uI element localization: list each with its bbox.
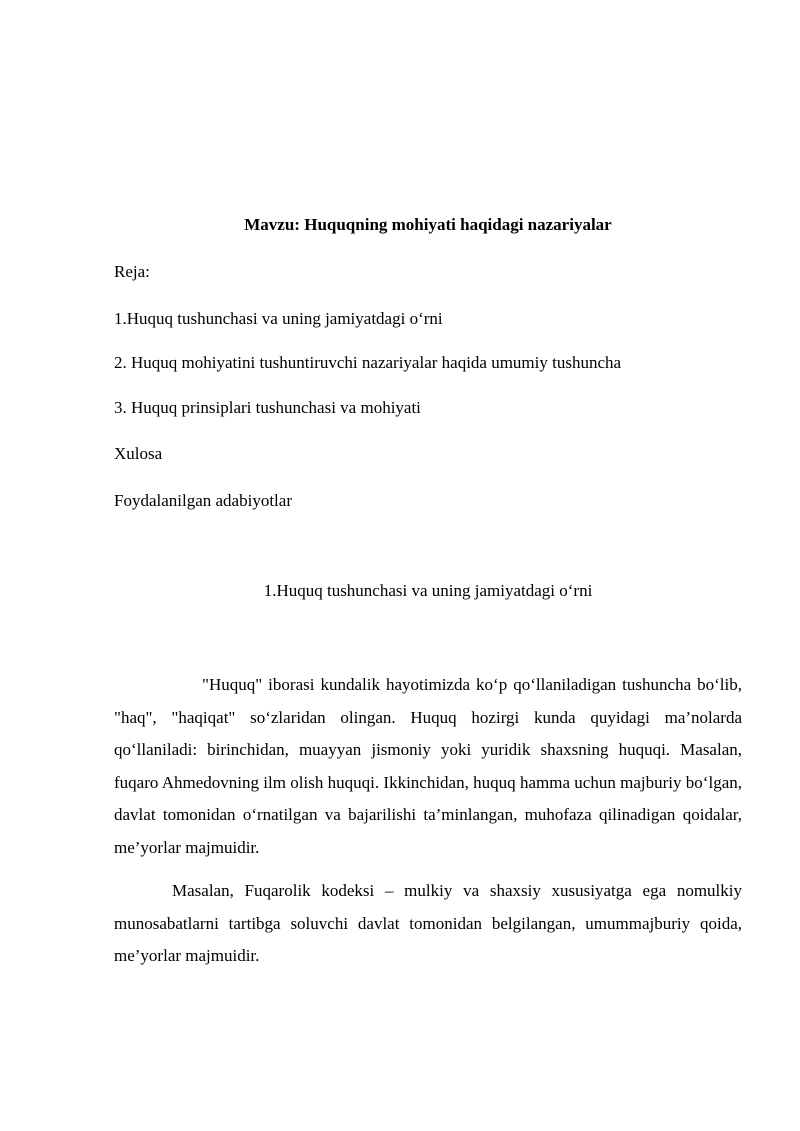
document-title: Mavzu: Huquqning mohiyati haqidagi nazariyalar bbox=[244, 215, 612, 234]
plan-item-2: 2. Huquq mohiyatini tushuntiruvchi nazariyalar haqida umumiy tushuncha bbox=[114, 353, 622, 372]
plan-label: Reja: bbox=[114, 262, 150, 281]
body-paragraph-1: "Huquq" iborasi kundalik hayotimizda ko‘p qo‘llaniladigan tushuncha bo‘lib, "haq", "haqiqat" so‘zlaridan olingan. Huquq hozirgi kunda quyidagi ma’nolarda qo‘llaniladi: birinchidan, muayyan jismoniy yoki yuridik shaxsning huquqi. Masalan, fuqaro Ahmedovning ilm olish huquqi. Ikkinchidan, huquq hamma uchun majburiy bo‘lgan, davlat tomonidan o‘rnatilgan va bajarilishi ta’minlangan, muhofaza qilinadigan qoidalar, me’yorlar majmuidir. bbox=[114, 675, 742, 857]
plan-item-conclusion: Xulosa bbox=[114, 444, 163, 463]
plan-item-3: 3. Huquq prinsiplari tushunchasi va mohiyati bbox=[114, 398, 421, 417]
body-paragraph-2: Masalan, Fuqarolik kodeksi – mulkiy va shaxsiy xususiyatga ega nomulkiy munosabatlarni tartibga soluvchi davlat tomonidan belgilangan, umummajburiy qoida, me’yorlar majmuidir. bbox=[114, 881, 742, 966]
plan-item-references: Foydalanilgan adabiyotlar bbox=[114, 491, 292, 510]
plan-item-1: 1.Huquq tushunchasi va uning jamiyatdagi o‘rni bbox=[114, 309, 443, 328]
section-heading: 1.Huquq tushunchasi va uning jamiyatdagi o‘rni bbox=[263, 581, 593, 600]
